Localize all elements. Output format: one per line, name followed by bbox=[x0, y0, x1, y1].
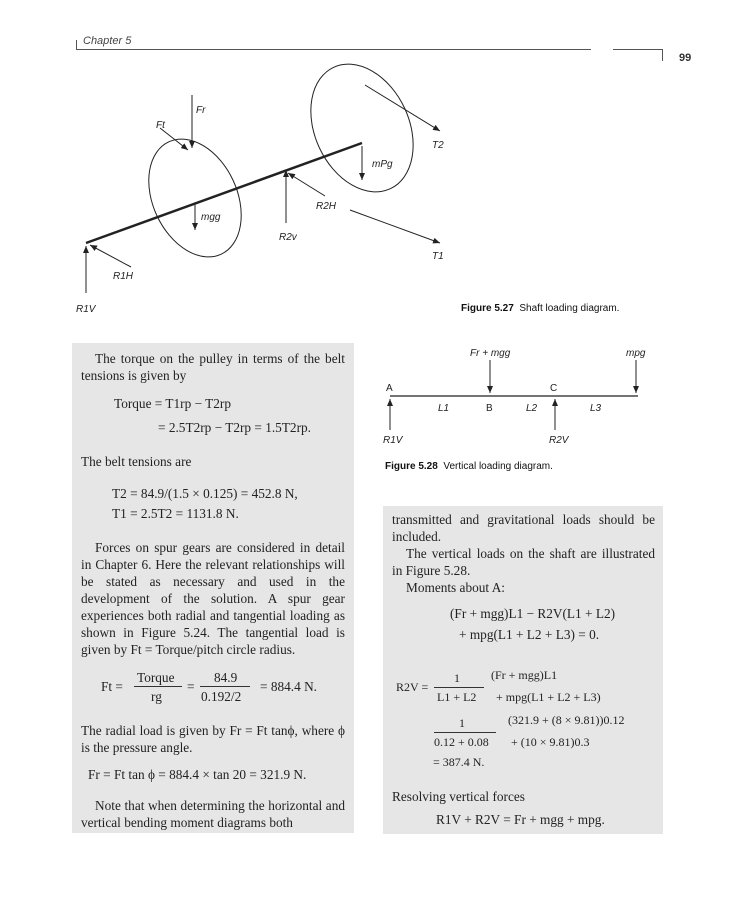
figure-5-27-text: Shaft loading diagram. bbox=[519, 303, 620, 314]
point-b-label: B bbox=[486, 403, 493, 414]
right-paragraph-1: transmitted and gravitational loads should be included. bbox=[392, 512, 655, 544]
r2v-num-one: 1 bbox=[459, 716, 465, 730]
r1h-arrow bbox=[90, 245, 131, 267]
t2-arrow bbox=[365, 85, 440, 131]
figure-5-27-caption bbox=[461, 303, 619, 314]
figure-5-27-label: Figure 5.27 bbox=[461, 303, 514, 314]
ft-eq-den1: rg bbox=[151, 689, 162, 704]
page-number: 99 bbox=[679, 52, 692, 64]
torque-equation-2: = 2.5T2rp − T2rp = 1.5T2rp. bbox=[158, 420, 311, 435]
r2v-num-den: 0.12 + 0.08 bbox=[434, 735, 489, 749]
left-paragraph-1: The torque on the pulley in terms of the belt tensions is given by bbox=[81, 351, 345, 383]
fr-label: Fr bbox=[196, 105, 206, 116]
ft-eq-bar2 bbox=[200, 686, 250, 687]
r2v-num-top: (321.9 + (8 × 9.81))0.12 bbox=[508, 713, 625, 727]
r2v-eq-one: 1 bbox=[454, 671, 460, 685]
ft-eq-num2: 84.9 bbox=[214, 670, 238, 685]
moment-equation-1: (Fr + mgg)L1 − R2V(L1 + L2) bbox=[450, 606, 616, 621]
r2v-label-528: R2V bbox=[549, 435, 569, 446]
point-c-label: C bbox=[550, 383, 558, 394]
t1-equation: T1 = 2.5T2 = 1131.8 N. bbox=[112, 506, 239, 521]
gear-ellipse bbox=[131, 124, 260, 272]
r2h-arrow bbox=[288, 173, 325, 196]
right-paragraph-3: Moments about A: bbox=[406, 580, 505, 595]
vertical-loading-diagram bbox=[370, 340, 670, 452]
r2v-num-bot: + (10 × 9.81)0.3 bbox=[511, 735, 590, 749]
ft-eq-equals: = bbox=[187, 679, 195, 694]
ft-eq-bar1 bbox=[134, 686, 182, 687]
fr-equation: Fr = Ft tan ϕ = 884.4 × tan 20 = 321.9 N. bbox=[88, 767, 307, 782]
r2v-num-bar bbox=[434, 732, 496, 733]
moment-equation-2: + mpg(L1 + L2 + L3) = 0. bbox=[459, 627, 600, 642]
r2v-eq-den: L1 + L2 bbox=[437, 690, 477, 704]
r2v-eq-lhs: R2V = bbox=[396, 680, 429, 694]
r1v-label-528: R1V bbox=[383, 435, 403, 446]
torque-equation-1: Torque = T1rp − T2rp bbox=[114, 396, 231, 411]
r2v-label: R2v bbox=[279, 232, 297, 243]
ft-label: Ft bbox=[156, 120, 165, 131]
shaft-loading-diagram bbox=[0, 0, 737, 330]
t1-arrow bbox=[350, 210, 440, 243]
ft-eq-lhs: Ft = bbox=[101, 679, 123, 694]
figure-5-28-caption bbox=[385, 461, 553, 472]
chapter-running-head: Chapter 5 bbox=[83, 35, 132, 47]
right-paragraph-4: Resolving vertical forces bbox=[392, 789, 525, 804]
ft-eq-num1: Torque bbox=[137, 670, 175, 685]
vertical-force-sum-equation: R1V + R2V = Fr + mgg + mpg. bbox=[436, 812, 605, 827]
mgg-label: mgg bbox=[201, 212, 221, 223]
r1v-label: R1V bbox=[76, 304, 96, 315]
ft-eq-result: = 884.4 N. bbox=[260, 679, 317, 694]
r1h-label: R1H bbox=[113, 271, 134, 282]
right-paragraph-2: The vertical loads on the shaft are illustrated in Figure 5.28. bbox=[392, 546, 655, 578]
mpg-label: mPg bbox=[372, 159, 393, 170]
left-paragraph-2: The belt tensions are bbox=[81, 454, 192, 469]
load-left-label: Fr + mgg bbox=[470, 348, 511, 359]
l1-label: L1 bbox=[438, 403, 450, 414]
figure-5-28-label: Figure 5.28 bbox=[385, 461, 438, 472]
l3-label: L3 bbox=[590, 403, 602, 414]
r2v-eq-bar bbox=[434, 687, 484, 688]
t2-label: T2 bbox=[432, 140, 444, 151]
pulley-ellipse bbox=[291, 47, 433, 208]
t1-label: T1 bbox=[432, 251, 444, 262]
r2v-result: = 387.4 N. bbox=[433, 755, 485, 769]
load-right-label: mpg bbox=[626, 348, 646, 359]
left-paragraph-5: Note that when determining the horizontal and vertical bending moment diagrams both bbox=[81, 798, 345, 830]
r2v-eq-bot: + mpg(L1 + L2 + L3) bbox=[496, 690, 601, 704]
ft-eq-den2: 0.192/2 bbox=[201, 689, 242, 704]
left-paragraph-3: Forces on spur gears are considered in detail in Chapter 6. Here the relevant relationships will be stated as necessary and used in the development of the solution. A spur gear experiences both radial and tangential loading as shown in Figure 5.24. The tangential load is given by Ft = Torque/pitch circle radius. bbox=[81, 540, 345, 657]
r2h-label: R2H bbox=[316, 201, 337, 212]
r2v-eq-top: (Fr + mgg)L1 bbox=[491, 668, 558, 682]
figure-5-28-text: Vertical loading diagram. bbox=[443, 461, 553, 472]
l2-label: L2 bbox=[526, 403, 538, 414]
t2-equation: T2 = 84.9/(1.5 × 0.125) = 452.8 N, bbox=[112, 486, 298, 501]
left-paragraph-4: The radial load is given by Fr = Ft tanϕ, where ϕ is the pressure angle. bbox=[81, 723, 345, 755]
point-a-label: A bbox=[386, 383, 393, 394]
